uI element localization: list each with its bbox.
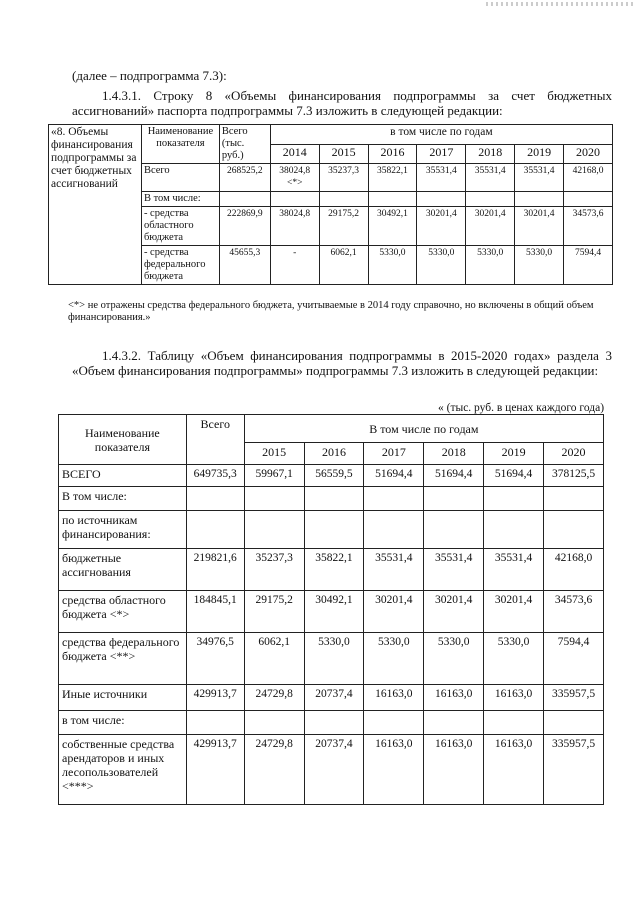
row-name: Всего bbox=[141, 164, 219, 192]
row-value: 35531,4 bbox=[466, 164, 515, 192]
row-value: 378125,5 bbox=[544, 465, 604, 487]
row-total bbox=[186, 711, 244, 735]
row-value: 30201,4 bbox=[424, 591, 484, 633]
row-value: 42168,0 bbox=[544, 549, 604, 591]
row-value: 24729,8 bbox=[244, 685, 304, 711]
row-total: 429913,7 bbox=[186, 685, 244, 711]
year-cell: 2015 bbox=[244, 443, 304, 465]
row-name: ВСЕГО bbox=[59, 465, 187, 487]
row-value: 335957,5 bbox=[544, 735, 604, 805]
row-total: 268525,2 bbox=[219, 164, 270, 192]
row-value: 42168,0 bbox=[564, 164, 613, 192]
row-value bbox=[484, 511, 544, 549]
row-value: 16163,0 bbox=[484, 685, 544, 711]
row-value bbox=[319, 192, 368, 207]
row-value: 35531,4 bbox=[424, 549, 484, 591]
row-value bbox=[544, 511, 604, 549]
table-row bbox=[59, 633, 604, 685]
row-value: 24729,8 bbox=[244, 735, 304, 805]
row-value: 35822,1 bbox=[304, 549, 364, 591]
table-row bbox=[59, 735, 604, 805]
header-years-caption: В том числе по годам bbox=[244, 415, 603, 443]
row-name: средства федерального бюджета <**> bbox=[59, 633, 187, 685]
row-value: 30201,4 bbox=[466, 207, 515, 246]
row-total bbox=[186, 487, 244, 511]
row-value: 335957,5 bbox=[544, 685, 604, 711]
row-value bbox=[364, 487, 424, 511]
row-value bbox=[424, 511, 484, 549]
row-value bbox=[417, 192, 466, 207]
year-cell: 2016 bbox=[304, 443, 364, 465]
row-value: 51694,4 bbox=[424, 465, 484, 487]
table1-footnote: <*> не отражены средства федерального бюджета, учитываемые в 2014 году справочно, но включены в общий объем финансирования.» bbox=[68, 300, 594, 323]
row-value bbox=[304, 711, 364, 735]
row-total: 222869,9 bbox=[219, 207, 270, 246]
row-value bbox=[244, 511, 304, 549]
row-name: собственные средства арендаторов и иных лесопользователей <***> bbox=[59, 735, 187, 805]
row-value bbox=[244, 711, 304, 735]
row-value: 35531,4 bbox=[364, 549, 424, 591]
row-value: 30201,4 bbox=[515, 207, 564, 246]
row-value: 20737,4 bbox=[304, 735, 364, 805]
row-value bbox=[244, 487, 304, 511]
row-value: 30201,4 bbox=[364, 591, 424, 633]
row-value: - bbox=[270, 246, 319, 285]
row-value bbox=[304, 487, 364, 511]
row-value bbox=[564, 192, 613, 207]
row-name: - средства областного бюджета bbox=[141, 207, 219, 246]
row-value: 6062,1 bbox=[244, 633, 304, 685]
row-value: 29175,2 bbox=[319, 207, 368, 246]
row-value bbox=[466, 192, 515, 207]
table-row bbox=[59, 487, 604, 511]
row-value: 35531,4 bbox=[484, 549, 544, 591]
year-cell: 2020 bbox=[544, 443, 604, 465]
header-name: Наименование показателя bbox=[141, 125, 219, 164]
row-total: 34976,5 bbox=[186, 633, 244, 685]
row-value: 30492,1 bbox=[368, 207, 417, 246]
row-value bbox=[544, 711, 604, 735]
row-value bbox=[364, 511, 424, 549]
row-value: 59967,1 bbox=[244, 465, 304, 487]
row-value: 35237,3 bbox=[319, 164, 368, 192]
row-value bbox=[368, 192, 417, 207]
row-value: 35237,3 bbox=[244, 549, 304, 591]
year-cell: 2017 bbox=[364, 443, 424, 465]
row-value bbox=[544, 487, 604, 511]
row-value: 5330,0 bbox=[304, 633, 364, 685]
row-total: 184845,1 bbox=[186, 591, 244, 633]
row-value: 38024,8 <*> bbox=[270, 164, 319, 192]
row-value: 5330,0 bbox=[417, 246, 466, 285]
row-value bbox=[304, 511, 364, 549]
row-value: 51694,4 bbox=[364, 465, 424, 487]
year-cell: 2019 bbox=[484, 443, 544, 465]
table-row bbox=[59, 511, 604, 549]
passport-row-8-table bbox=[48, 124, 613, 285]
row-value: 35531,4 bbox=[515, 164, 564, 192]
row-value bbox=[424, 711, 484, 735]
row-value bbox=[364, 711, 424, 735]
row-name: средства областного бюджета <*> bbox=[59, 591, 187, 633]
row-value: 30201,4 bbox=[484, 591, 544, 633]
intro-line: (далее – подпрограмма 7.3): bbox=[72, 68, 227, 83]
row-value: 5330,0 bbox=[368, 246, 417, 285]
row-value: 38024,8 bbox=[270, 207, 319, 246]
row-total: 45655,3 bbox=[219, 246, 270, 285]
year-cell: 2017 bbox=[417, 144, 466, 164]
year-cell: 2016 bbox=[368, 144, 417, 164]
year-cell: 2018 bbox=[466, 144, 515, 164]
row-value: 5330,0 bbox=[515, 246, 564, 285]
table-row bbox=[59, 685, 604, 711]
row-value bbox=[484, 711, 544, 735]
row-name: в том числе: bbox=[59, 711, 187, 735]
year-cell: 2014 bbox=[270, 144, 319, 164]
header-name: Наименование показателя bbox=[59, 415, 187, 465]
row-name: Иные источники bbox=[59, 685, 187, 711]
row-value: 5330,0 bbox=[424, 633, 484, 685]
table-row bbox=[59, 549, 604, 591]
row-value: 16163,0 bbox=[424, 735, 484, 805]
row-value: 5330,0 bbox=[364, 633, 424, 685]
row-value: 34573,6 bbox=[544, 591, 604, 633]
table-row bbox=[59, 591, 604, 633]
row-value: 34573,6 bbox=[564, 207, 613, 246]
year-cell: 2015 bbox=[319, 144, 368, 164]
row-title-cell: «8. Объемы финансирования подпрограммы за счет бюджетных ассигнований bbox=[49, 125, 142, 285]
year-cell: 2018 bbox=[424, 443, 484, 465]
table-row bbox=[59, 711, 604, 735]
row-value: 7594,4 bbox=[544, 633, 604, 685]
row-value bbox=[484, 487, 544, 511]
year-cell: 2020 bbox=[564, 144, 613, 164]
row-value: 30492,1 bbox=[304, 591, 364, 633]
row-value: 30201,4 bbox=[417, 207, 466, 246]
header-total: Всего bbox=[186, 415, 244, 465]
row-total bbox=[219, 192, 270, 207]
row-name: бюджетные ассигнования bbox=[59, 549, 187, 591]
row-value: 6062,1 bbox=[319, 246, 368, 285]
row-total: 219821,6 bbox=[186, 549, 244, 591]
row-value bbox=[424, 487, 484, 511]
row-value: 35822,1 bbox=[368, 164, 417, 192]
table2-units: « (тыс. руб. в ценах каждого года) bbox=[438, 402, 605, 414]
row-name: - средства федерального бюджета bbox=[141, 246, 219, 285]
row-value bbox=[515, 192, 564, 207]
row-name: В том числе: bbox=[141, 192, 219, 207]
row-total bbox=[186, 511, 244, 549]
row-name: по источникам финансирования: bbox=[59, 511, 187, 549]
header-years-caption: в том числе по годам bbox=[270, 125, 612, 145]
paragraph-1: 1.4.3.1. Строку 8 «Объемы финансирования подпрограммы за счет бюджетных ассигнований» паспорта подпрограммы 7.3 изложить в следующей редакции: bbox=[72, 88, 612, 118]
row-value: 5330,0 bbox=[484, 633, 544, 685]
row-value: 16163,0 bbox=[484, 735, 544, 805]
paragraph-2: 1.4.3.2. Таблицу «Объем финансирования подпрограммы в 2015-2020 годах» раздела 3 «Объем финансирования подпрограммы» подпрограммы 7.3 изложить в следующей редакции: bbox=[72, 348, 612, 378]
row-value: 16163,0 bbox=[364, 685, 424, 711]
year-cell: 2019 bbox=[515, 144, 564, 164]
row-value: 5330,0 bbox=[466, 246, 515, 285]
row-value: 16163,0 bbox=[424, 685, 484, 711]
row-value: 29175,2 bbox=[244, 591, 304, 633]
row-total: 649735,3 bbox=[186, 465, 244, 487]
table-row bbox=[59, 465, 604, 487]
row-total: 429913,7 bbox=[186, 735, 244, 805]
row-name: В том числе: bbox=[59, 487, 187, 511]
financing-2015-2020-table bbox=[58, 414, 604, 805]
header-total: Всего (тыс. руб.) bbox=[219, 125, 270, 164]
row-value bbox=[270, 192, 319, 207]
row-value: 35531,4 bbox=[417, 164, 466, 192]
row-value: 7594,4 bbox=[564, 246, 613, 285]
row-value: 51694,4 bbox=[484, 465, 544, 487]
row-value: 56559,5 bbox=[304, 465, 364, 487]
scan-artifact bbox=[486, 2, 636, 6]
row-value: 16163,0 bbox=[364, 735, 424, 805]
row-value: 20737,4 bbox=[304, 685, 364, 711]
